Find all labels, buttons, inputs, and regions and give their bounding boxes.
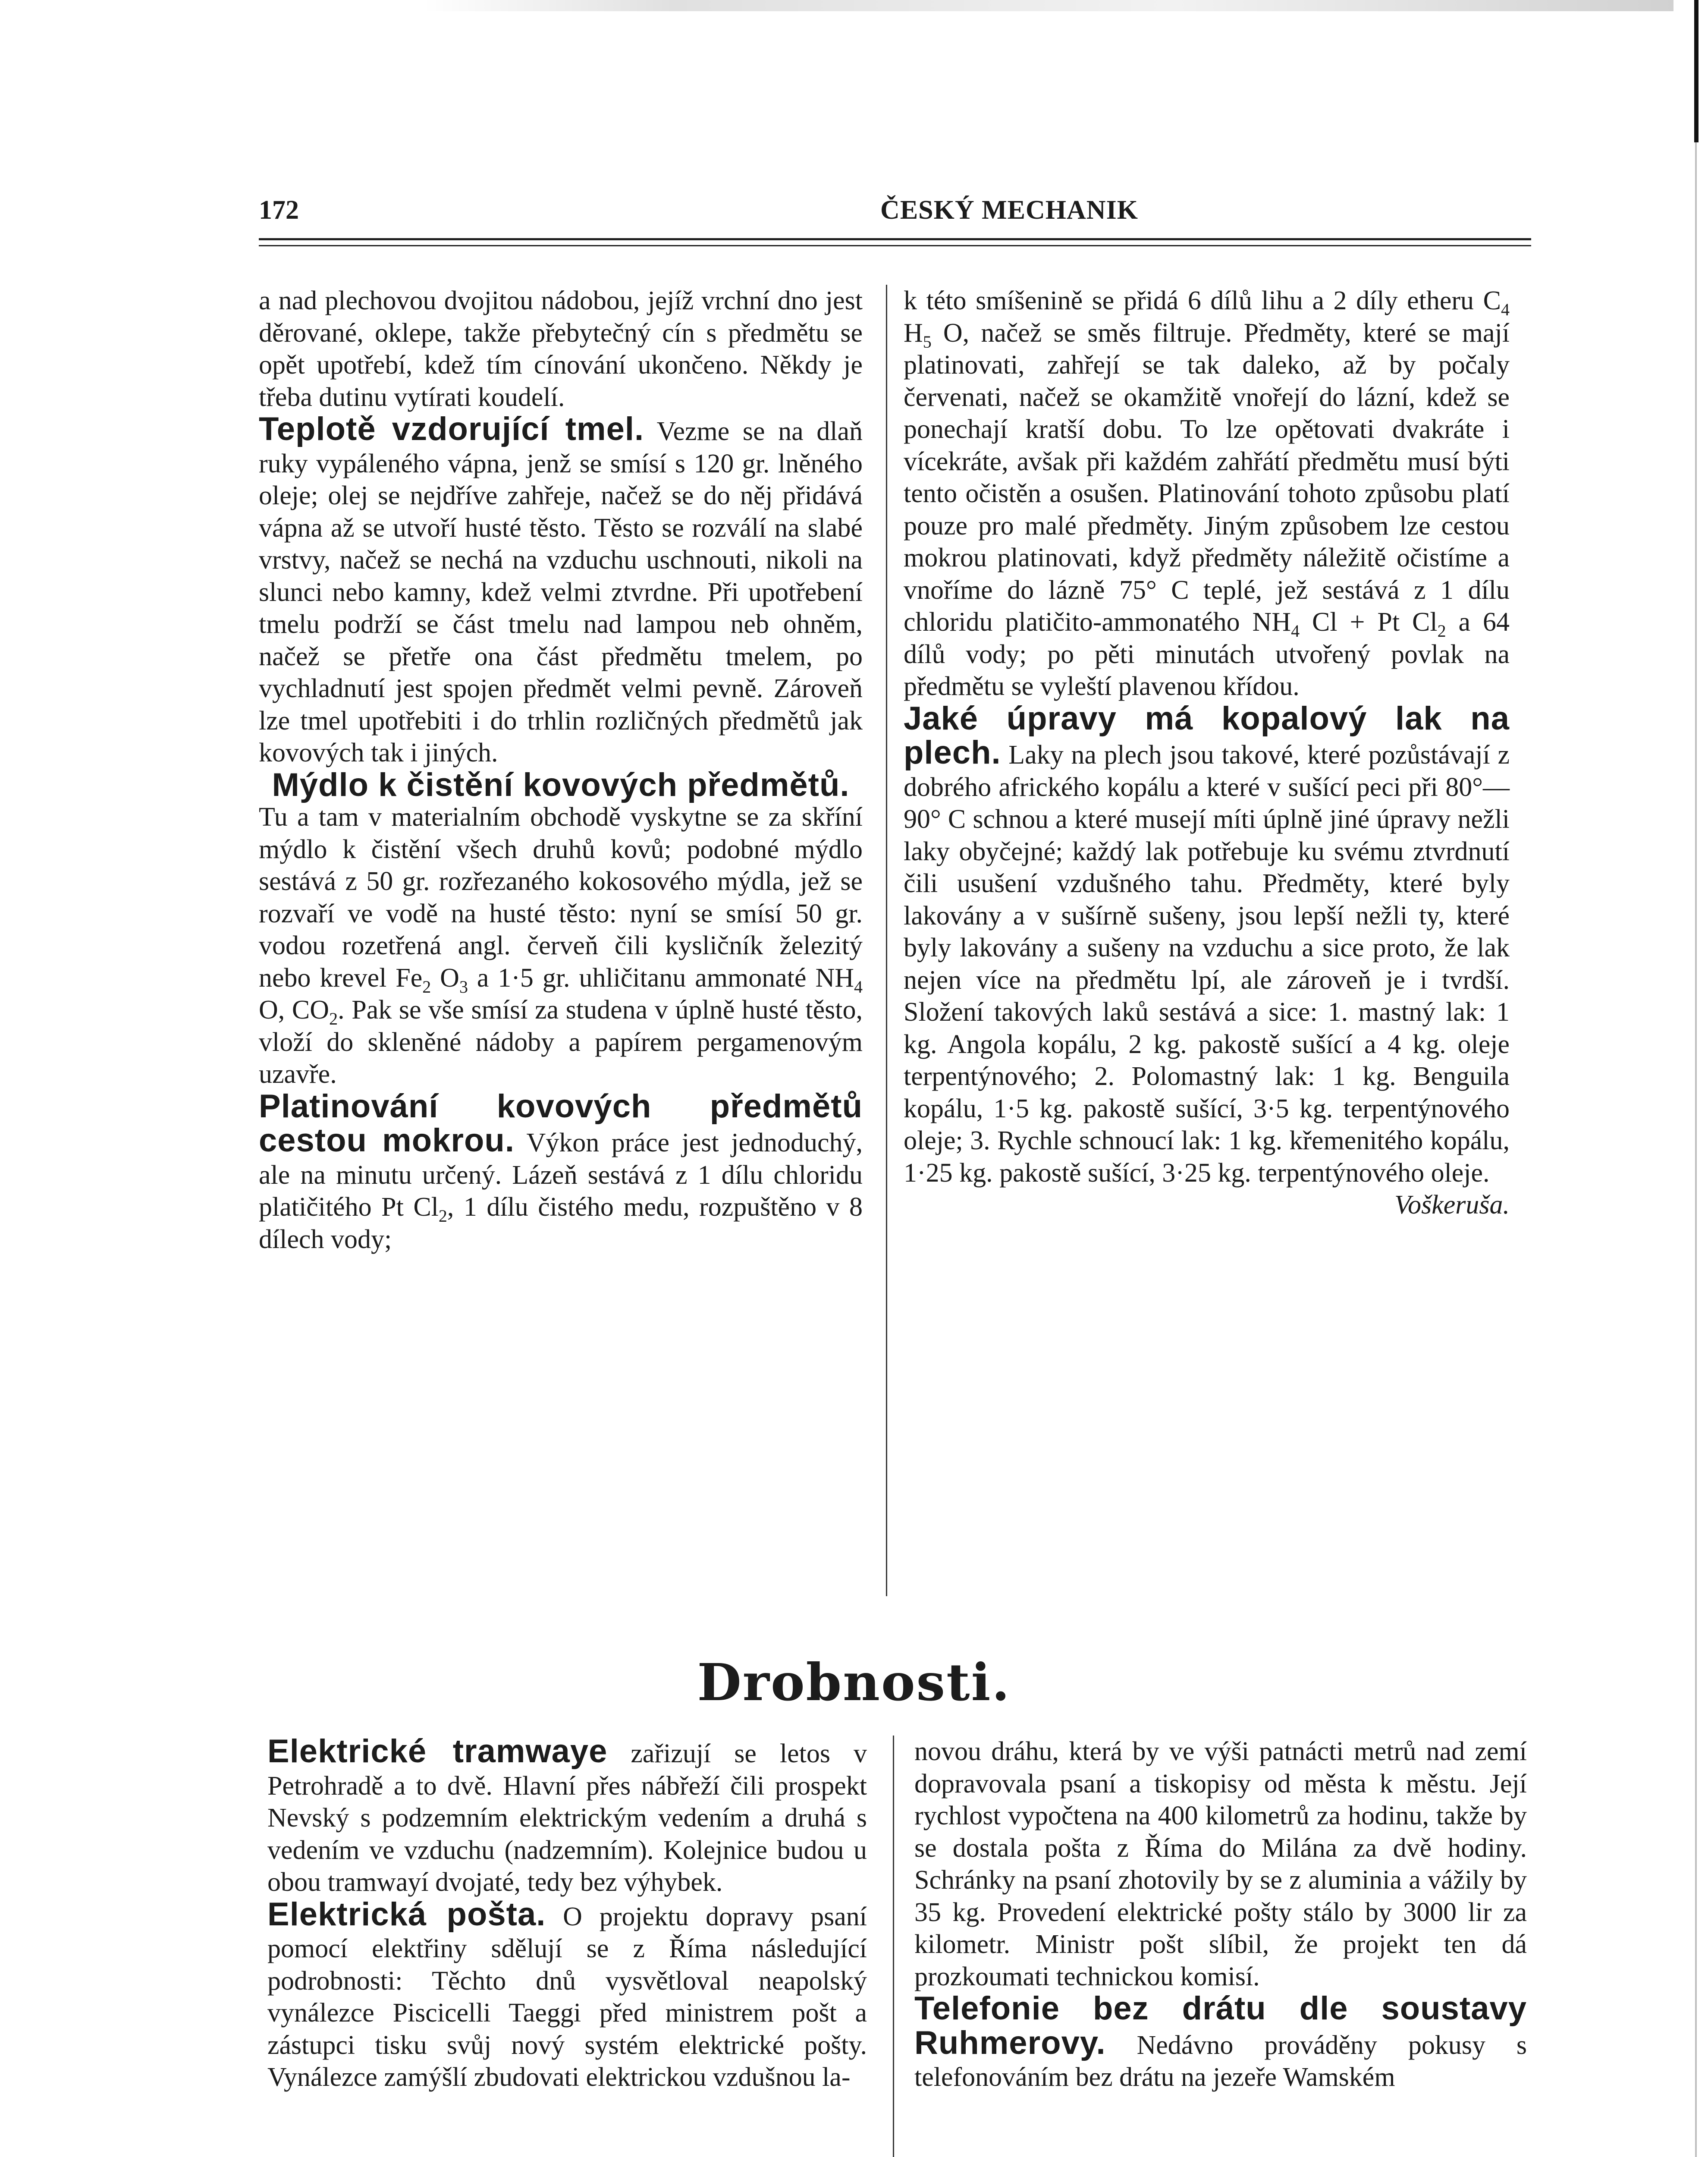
running-title: ČESKÝ MECHANIK: [880, 195, 1138, 225]
paragraph-text: O, načež se směs filtruje. Předměty, které se mají platinovati, zahřejí se tak daleko, až by počaly červenati, načež se okamžitě vnořejí do lázní, kdež se ponechají kratší dobu. To lze opětovati dvakráte i vícekráte, avšak při každém zahřátí předmětu musí býti tento očistěn a osušen. Platinování tohoto způsobu platí pouze pro malé předměty. Jiným způsobem lze cestou mokrou platinovati, když předměty náležitě očistíme a vnoříme do lázně 75° C teplé, jež sestává z 1 dílu chloridu platičito-ammonatého NH: [904, 318, 1510, 637]
column-upper-right: [904, 285, 1510, 1221]
article-text: zařizují se letos v Petrohradě a to dvě. Hlavní přes nábřeží čili prospekt Nevský s podzemním elektrickým vedením a druhá s vedením ve vzduchu (nadzemním). Kolejnice budou u obou tramwayí dvojaté, tedy bez výhybek.: [267, 1739, 867, 1897]
article-text: Vezme se na dlaň ruky vypáleného vápna, jenž se smísí s 120 gr. lněného oleje; olej se nejdříve zahřeje, načež se do něj přidává vápna až se utvoří husté těsto. Těsto se rozválí na slabé vrstvy, načež se nechá na vzduchu uschnouti, nikoli na slunci nebo kamny, kdež velmi ztvrdne. Při upotřebení tmelu podrží se část tmelu nad lampou neb ohněm, načež se přetře ona část předmětu tmelem, po vychladnutí jest spojen předmět velmi pevně. Zároveň lze tmel upotřebiti i do trhlin rozličných předmětů jak kovových tak i jiných.: [259, 417, 863, 767]
article-text: Laky na plech jsou takové, které pozůstávají z dobrého afrického kopálu a které v sušící peci při 80°—90° C schnou a které musejí míti úplně jiné úpravy nežli laky obyčejné; každý lak potřebuje ku svému ztvrdnutí čili usušení vzdušného tahu. Předměty, které byly lakovány a v sušírně sušeny, jsou lepší nežli ty, které byly lakovány a sušeny na vzduchu a sice proto, že lak nejen více na předmětu lpí, ale zároveň je i tvrdší. Složení takových laků sestává a sice: 1. mastný lak: 1 kg. Angola kopálu, 2 kg. pakostě sušící a 4 kg. oleje terpentýnového; 2. Polomastný lak: 1 kg. Benguila kopálu, 1·5 kg. pakostě sušící, 3·5 kg. terpentýnového oleje; 3. Rychle schnoucí lak: 1 kg. křemenitého kopálu, 1·25 kg. pakostě sušící, 3·25 kg. terpentýnového oleje.: [904, 740, 1510, 1188]
article-platinovani: [259, 1088, 863, 1256]
article-heading: Telefonie bez drátu dle soustavy Ruhmerovy.: [914, 1990, 1527, 2061]
column-divider: [886, 285, 887, 1596]
header-rule-thin: [259, 245, 1531, 246]
page-number: 172: [259, 195, 299, 225]
page-header: [259, 195, 1527, 230]
paragraph-text: a 64 dílů vody; po pěti minutách utvořený povlak na předmětu se vyleští plavenou křídou.: [904, 607, 1510, 701]
paragraph: [914, 1736, 1527, 1993]
subscript: 4: [854, 977, 863, 997]
article-text: , 1 dílu čistého medu, rozpuštěno v 8 dílech vody;: [259, 1192, 863, 1254]
column-divider: [893, 1736, 894, 2157]
article-mydlo: [259, 766, 863, 1091]
subscript: 2: [438, 1206, 447, 1226]
article-heading: Platinování kovových předmětů cestou mokrou.: [259, 1088, 863, 1159]
binding-edge: [1694, 0, 1699, 142]
article-heading: Elektrické tramwaye: [267, 1733, 608, 1770]
article-heading: Mýdlo k čistění kovových předmětů.: [272, 766, 850, 803]
paragraph: [259, 285, 863, 413]
article-tramwaye: [267, 1733, 867, 1899]
header-rule: [259, 238, 1531, 240]
column-upper-left: [259, 285, 863, 1255]
paragraph-text: Cl + Pt Cl: [1300, 607, 1438, 637]
article-heading: Jaké úpravy má kopalový lak na plech.: [904, 700, 1510, 771]
paragraph-text: k této smíšenině se přidá 6 dílů lihu a 2 díly etheru C: [904, 286, 1501, 315]
article-teplote: [259, 413, 863, 769]
subscript: 4: [1501, 300, 1510, 319]
article-posta: [267, 1896, 867, 2094]
paragraph-text: a nad plechovou dvojitou nádobou, jejíž vrchní dno jest děrované, oklepe, takže přebytečný cín s předmětu se opět upotřebí, kdež tím cínování ukončeno. Někdy je třeba dutinu vytírati koudelí.: [259, 286, 863, 412]
article-text: . Pak se vše smísí za studena v úplně husté těsto, vloží do skleněné nádoby a papírem pergamenovým uzavře.: [259, 995, 863, 1089]
article-text: Tu a tam v materialním obchodě vyskytne se za skříní mýdlo k čistění všech druhů kovů; podobné mýdlo sestává z 50 gr. rozřezaného kokosového mýdla, jež se rozvaří ve vodě na husté těsto: nyní se smísí 50 gr. vodou rozetřená angl. červeň čili kysličník železitý nebo krevel Fe: [259, 802, 863, 993]
paragraph-text: novou dráhu, která by ve výši patnácti metrů nad zemí dopravovala psaní a tiskopisy od města k městu. Její rychlost vypočtena na 400 kilometrů za hodinu, takže by se dostala pošta z Říma do Milána za dvě hodiny. Schránky na psaní zhotovily by se z aluminia a vážily by 35 kg. Provedení elektrické pošty stálo by 3000 lir za kilometr. Ministr pošt slíbil, že projekt ten dá prozkoumati technickou komisí.: [914, 1737, 1527, 1991]
section-title: Drobnosti.: [697, 1652, 1011, 1712]
article-heading: Elektrická pošta.: [267, 1896, 546, 1933]
article-heading: Teplotě vzdorující tmel.: [259, 411, 644, 447]
page-edge-shadow: [423, 0, 1673, 11]
subscript: 5: [923, 332, 932, 352]
author-signature: Voškeruša.: [1394, 1190, 1510, 1220]
subscript: 2: [1437, 621, 1446, 641]
article-text: O: [431, 963, 459, 993]
article-kopalovy-lak: [904, 700, 1510, 1220]
subscript: 4: [1291, 621, 1300, 641]
article-text: Nedávno prováděny pokusy s telefonováním bez drátu na jezeře Wamském: [914, 2030, 1527, 2092]
column-lower-left: [267, 1733, 867, 2094]
binding-edge-line: [1695, 142, 1697, 2157]
subscript: 3: [459, 977, 468, 997]
subscript: 2: [422, 977, 431, 997]
column-lower-right: [914, 1736, 1527, 2094]
article-text: Výkon práce jest jednoduchý, ale na minutu určený. Lázeň sestává z 1 dílu chloridu platičitého Pt Cl: [259, 1128, 863, 1222]
article-text: a 1·5 gr. uhličitanu ammonaté NH: [468, 963, 854, 993]
article-text: O, CO: [259, 995, 330, 1025]
article-text: O projektu dopravy psaní pomocí elektřiny sdělují se z Říma následující podrobnosti: Těchto dnů vysvětloval neapolský vynálezce Piscicelli Taeggi před ministrem pošt a zástupci tisku svůj nový systém elektrické pošty. Vynálezce zamýšlí zbudovati elektrickou vzdušnou la-: [267, 1902, 867, 2092]
paragraph-text: H: [904, 318, 923, 348]
paragraph: [904, 285, 1510, 703]
article-telefonie: [914, 1990, 1527, 2094]
subscript: 2: [329, 1009, 338, 1028]
